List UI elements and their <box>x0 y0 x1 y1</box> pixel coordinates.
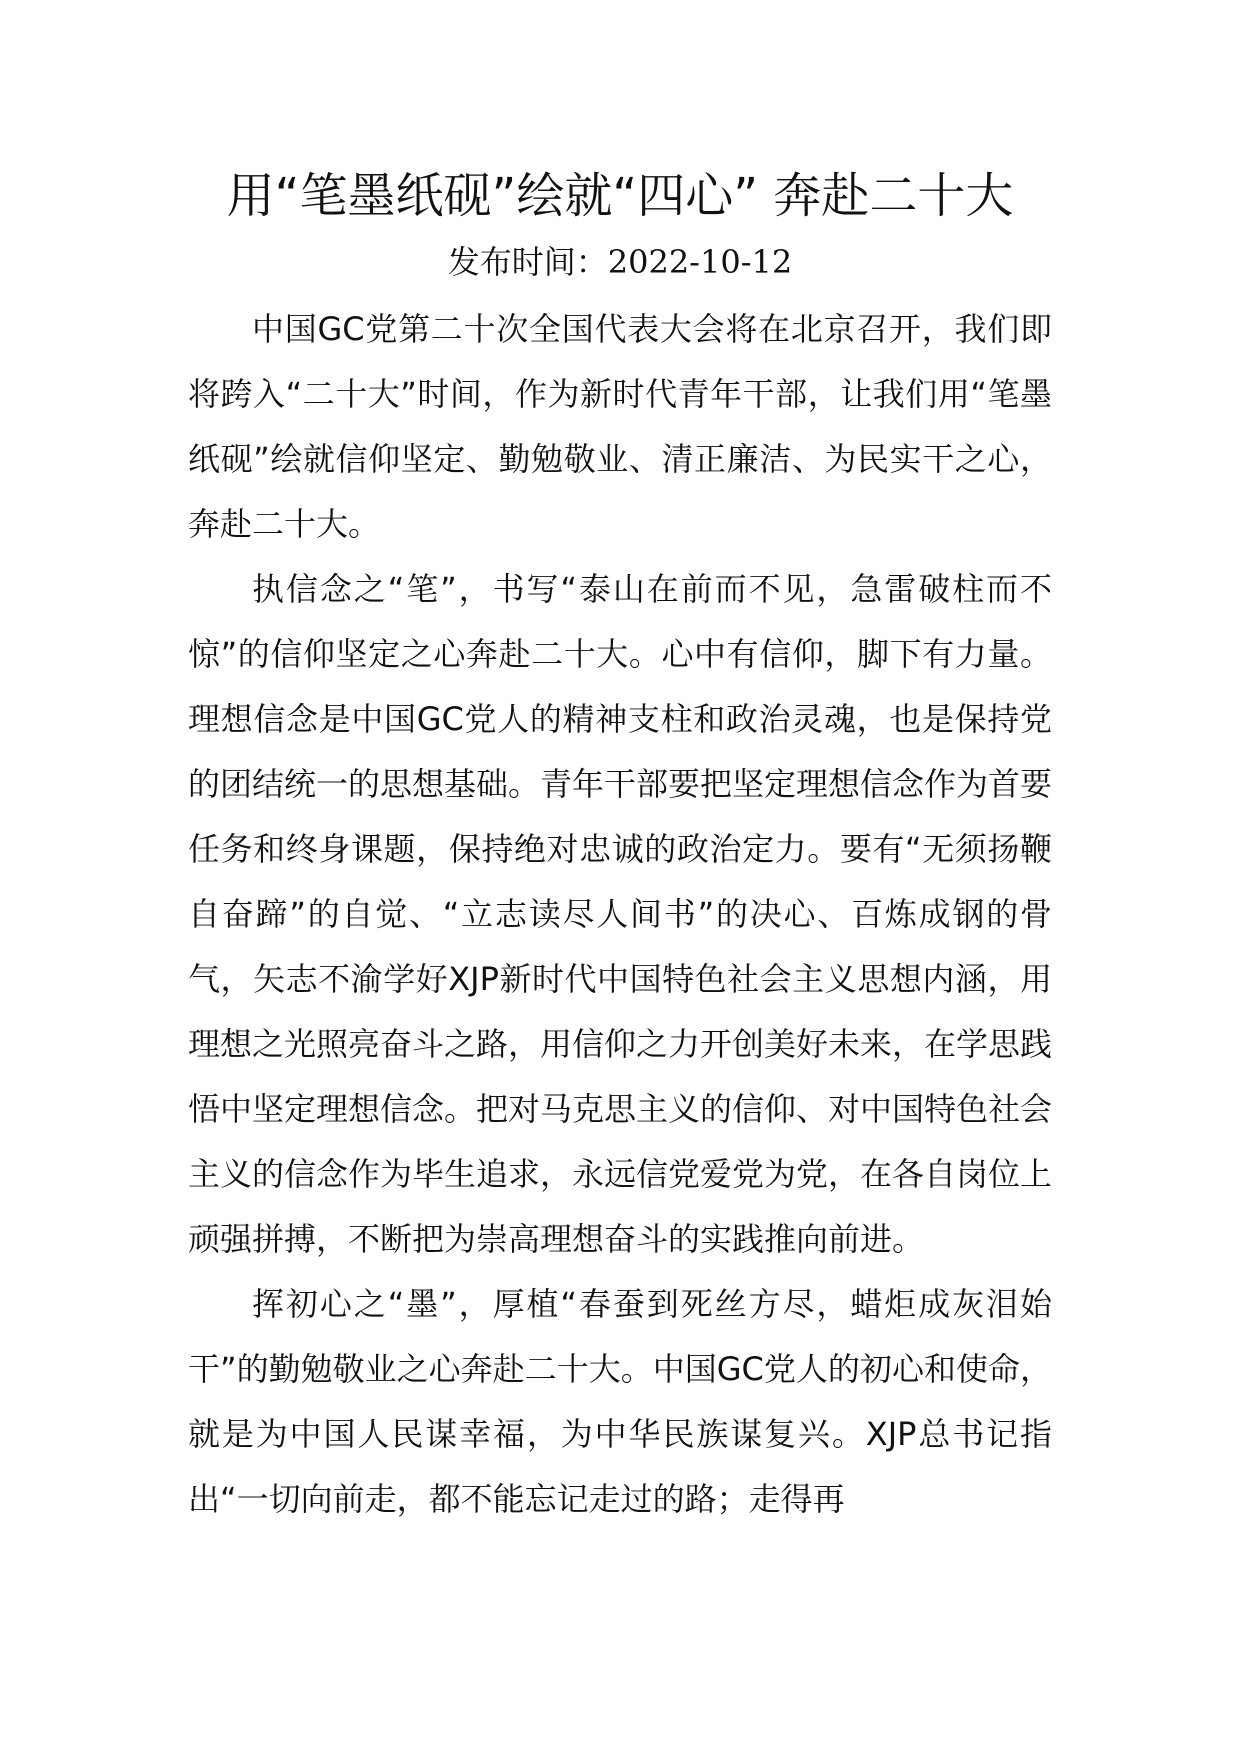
paragraph: 中国GC党第二十次全国代表大会将在北京召开，我们即将跨入“二十大”时间，作为新时代青年干部，让我们用“笔墨纸砚”绘就信仰坚定、勤勉敬业、清正廉洁、为民实干之心，奔赴二十大。 <box>188 310 1052 543</box>
document-title: 用“笔墨纸砚”绘就“四心” 奔赴二十大 <box>226 168 1014 224</box>
paragraph: 挥初心之“墨”，厚植“春蚕到死丝方尽，蜡炬成灰泪始干”的勤勉敬业之心奔赴二十大。中国GC党人的初心和使命，就是为中国人民谋幸福，为中华民族谋复兴。XJP总书记指出“一切向前走，都不能忘记走过的路；走得再 <box>188 1285 1052 1518</box>
paragraph: 执信念之“笔”，书写“泰山在前而不见，急雷破柱而不惊”的信仰坚定之心奔赴二十大。心中有信仰，脚下有力量。理想信念是中国GC党人的精神支柱和政治灵魂，也是保持党的团结统一的思想基础。青年干部要把坚定理想信念作为首要任务和终身课题，保持绝对忠诚的政治定力。要有“无须扬鞭自奋蹄”的自觉、“立志读尽人间书”的决心、百炼成钢的骨气，矢志不渝学好XJP新时代中国特色社会主义思想内涵，用理想之光照亮奋斗之路，用信仰之力开创美好未来，在学思践悟中坚定理想信念。把对马克思主义的信仰、对中国特色社会主义的信念作为毕生追求，永远信党爱党为党，在各自岗位上顽强拼搏，不断把为崇高理想奋斗的实践推向前进。 <box>188 570 1053 1258</box>
publish-date: 发布时间：2022-10-12 <box>447 243 793 281</box>
document-body <box>188 297 1052 1532</box>
